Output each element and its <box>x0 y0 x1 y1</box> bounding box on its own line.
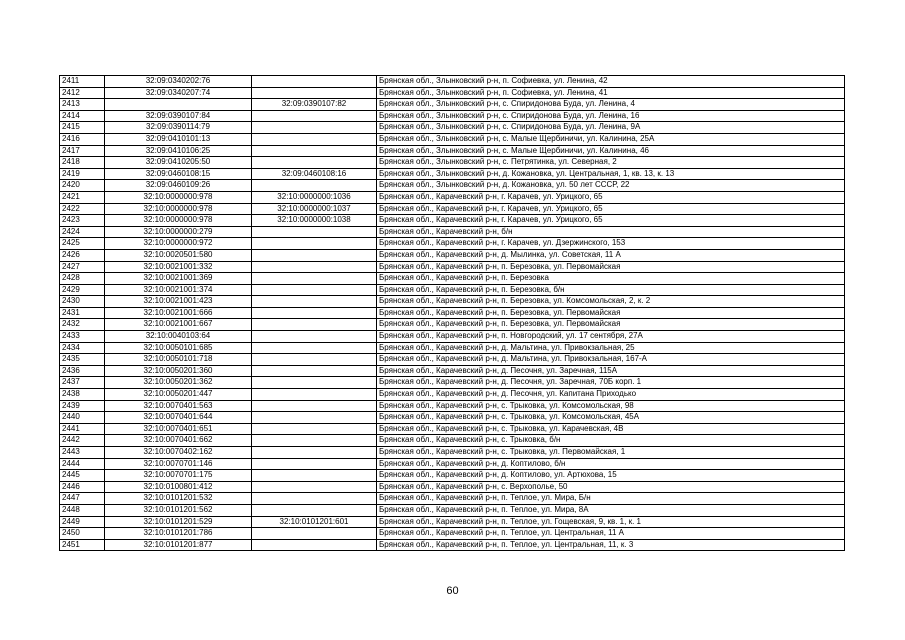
table-row <box>60 504 845 516</box>
address-cell: Брянская обл., Злынковский р-н, п. Софиевка, ул. Ленина, 41 <box>377 87 845 99</box>
linked-cadastral-number-cell: 32:09:0390107:82 <box>252 99 377 111</box>
linked-cadastral-number-cell <box>252 133 377 145</box>
row-number-cell: 2448 <box>60 504 105 516</box>
cadastral-number-cell: 32:10:0000000:978 <box>105 191 252 203</box>
table-row <box>60 87 845 99</box>
linked-cadastral-number-cell: 32:10:0000000:1036 <box>252 191 377 203</box>
cadastral-number-cell: 32:09:0390107:84 <box>105 110 252 122</box>
table-row <box>60 435 845 447</box>
row-number-cell: 2422 <box>60 203 105 215</box>
table-row <box>60 76 845 88</box>
address-cell: Брянская обл., Злынковский р-н, с. Спиридонова Буда, ул. Ленина, 4 <box>377 99 845 111</box>
row-number-cell: 2444 <box>60 458 105 470</box>
row-number-cell: 2411 <box>60 76 105 88</box>
linked-cadastral-number-cell <box>252 319 377 331</box>
linked-cadastral-number-cell <box>252 284 377 296</box>
table-row <box>60 470 845 482</box>
cadastral-number-cell: 32:10:0021001:374 <box>105 284 252 296</box>
cadastral-number-cell: 32:10:0101201:529 <box>105 516 252 528</box>
cadastral-number-cell: 32:09:0390114:79 <box>105 122 252 134</box>
cadastral-number-cell: 32:10:0070701:146 <box>105 458 252 470</box>
cadastral-number-cell: 32:10:0070401:662 <box>105 435 252 447</box>
linked-cadastral-number-cell <box>252 365 377 377</box>
cadastral-number-cell: 32:10:0021001:423 <box>105 296 252 308</box>
cadastral-number-cell: 32:10:0050201:360 <box>105 365 252 377</box>
address-cell: Брянская обл., Карачевский р-н, п. Березовка, ул. Первомайская <box>377 319 845 331</box>
table-row <box>60 400 845 412</box>
cadastral-number-cell: 32:10:0050101:685 <box>105 342 252 354</box>
address-cell: Брянская обл., Карачевский р-н, г. Карачев, ул. Урицкого, 65 <box>377 203 845 215</box>
table-row <box>60 342 845 354</box>
cadastral-number-cell: 32:10:0070401:563 <box>105 400 252 412</box>
address-cell: Брянская обл., Карачевский р-н, п. Теплое, ул. Центральная, 11 А <box>377 528 845 540</box>
table-row <box>60 168 845 180</box>
address-cell: Брянская обл., Карачевский р-н, с. Трыковка, ул. Комсомольская, 98 <box>377 400 845 412</box>
cadastral-number-cell <box>105 99 252 111</box>
table-row <box>60 215 845 227</box>
linked-cadastral-number-cell <box>252 261 377 273</box>
linked-cadastral-number-cell <box>252 528 377 540</box>
table-row <box>60 307 845 319</box>
row-number-cell: 2418 <box>60 157 105 169</box>
linked-cadastral-number-cell <box>252 76 377 88</box>
table-row <box>60 528 845 540</box>
table-row <box>60 296 845 308</box>
address-cell: Брянская обл., Карачевский р-н, г. Карачев, ул. Урицкого, 65 <box>377 215 845 227</box>
cadastral-number-cell: 32:09:0410106:25 <box>105 145 252 157</box>
row-number-cell: 2424 <box>60 226 105 238</box>
row-number-cell: 2440 <box>60 412 105 424</box>
row-number-cell: 2423 <box>60 215 105 227</box>
cadastral-number-cell: 32:10:0020501:580 <box>105 249 252 261</box>
row-number-cell: 2434 <box>60 342 105 354</box>
linked-cadastral-number-cell <box>252 296 377 308</box>
cadastral-number-cell: 32:10:0021001:667 <box>105 319 252 331</box>
row-number-cell: 2433 <box>60 331 105 343</box>
linked-cadastral-number-cell <box>252 180 377 192</box>
address-cell: Брянская обл., Карачевский р-н, с. Трыковка, ул. Первомайская, 1 <box>377 447 845 459</box>
address-cell: Брянская обл., Карачевский р-н, с. Верхополье, 50 <box>377 481 845 493</box>
cadastral-number-cell: 32:10:0021001:332 <box>105 261 252 273</box>
table-row <box>60 238 845 250</box>
row-number-cell: 2414 <box>60 110 105 122</box>
table-row <box>60 354 845 366</box>
cadastral-number-cell: 32:10:0050201:447 <box>105 389 252 401</box>
linked-cadastral-number-cell <box>252 354 377 366</box>
table-row <box>60 110 845 122</box>
row-number-cell: 2432 <box>60 319 105 331</box>
address-cell: Брянская обл., Карачевский р-н, с. Трыковка, ул. Карачевская, 4В <box>377 423 845 435</box>
address-cell: Брянская обл., Карачевский р-н, с. Трыковка, ул. Комсомольская, 45А <box>377 412 845 424</box>
table-row <box>60 99 845 111</box>
address-cell: Брянская обл., Карачевский р-н, г. Карачев, ул. Дзержинского, 153 <box>377 238 845 250</box>
cadastral-number-cell: 32:10:0070401:644 <box>105 412 252 424</box>
cadastral-number-cell: 32:10:0101201:877 <box>105 539 252 551</box>
cadastral-number-cell: 32:10:0100801:412 <box>105 481 252 493</box>
row-number-cell: 2417 <box>60 145 105 157</box>
table-row <box>60 365 845 377</box>
linked-cadastral-number-cell <box>252 157 377 169</box>
page-number: 60 <box>446 585 459 597</box>
cadastral-number-cell: 32:09:0460108:15 <box>105 168 252 180</box>
address-cell: Брянская обл., Карачевский р-н, д. Песочня, ул. Заречная, 115А <box>377 365 845 377</box>
row-number-cell: 2449 <box>60 516 105 528</box>
linked-cadastral-number-cell <box>252 447 377 459</box>
linked-cadastral-number-cell <box>252 331 377 343</box>
registry-table <box>59 75 845 551</box>
cadastral-number-cell: 32:10:0101201:562 <box>105 504 252 516</box>
address-cell: Брянская обл., Злынковский р-н, с. Петрятинка, ул. Северная, 2 <box>377 157 845 169</box>
table-row <box>60 481 845 493</box>
row-number-cell: 2431 <box>60 307 105 319</box>
row-number-cell: 2429 <box>60 284 105 296</box>
cadastral-number-cell: 32:09:0410205:50 <box>105 157 252 169</box>
row-number-cell: 2416 <box>60 133 105 145</box>
row-number-cell: 2420 <box>60 180 105 192</box>
row-number-cell: 2413 <box>60 99 105 111</box>
table-row <box>60 389 845 401</box>
address-cell: Брянская обл., Карачевский р-н, д. Коптилово, ул. Артюхова, 15 <box>377 470 845 482</box>
linked-cadastral-number-cell <box>252 539 377 551</box>
cadastral-number-cell: 32:10:0000000:972 <box>105 238 252 250</box>
table-row <box>60 133 845 145</box>
row-number-cell: 2441 <box>60 423 105 435</box>
row-number-cell: 2427 <box>60 261 105 273</box>
linked-cadastral-number-cell <box>252 110 377 122</box>
row-number-cell: 2428 <box>60 273 105 285</box>
linked-cadastral-number-cell <box>252 307 377 319</box>
table-row <box>60 516 845 528</box>
linked-cadastral-number-cell <box>252 87 377 99</box>
address-cell: Брянская обл., Злынковский р-н, с. Спиридонова Буда, ул. Ленина, 9А <box>377 122 845 134</box>
table-row <box>60 203 845 215</box>
address-cell: Брянская обл., Карачевский р-н, п. Березовка, ул. Первомайская <box>377 307 845 319</box>
linked-cadastral-number-cell <box>252 493 377 505</box>
table-row <box>60 319 845 331</box>
table-row <box>60 180 845 192</box>
row-number-cell: 2421 <box>60 191 105 203</box>
row-number-cell: 2430 <box>60 296 105 308</box>
address-cell: Брянская обл., Карачевский р-н, п. Новгородский, ул. 17 сентября, 27А <box>377 331 845 343</box>
linked-cadastral-number-cell: 32:10:0101201:601 <box>252 516 377 528</box>
address-cell: Брянская обл., Карачевский р-н, п. Теплое, ул. Мира, 8А <box>377 504 845 516</box>
address-cell: Брянская обл., Карачевский р-н, д. Мальтина, ул. Привокзальная, 25 <box>377 342 845 354</box>
cadastral-number-cell: 32:10:0070401:651 <box>105 423 252 435</box>
linked-cadastral-number-cell <box>252 423 377 435</box>
table-row <box>60 412 845 424</box>
cadastral-number-cell: 32:10:0070402:162 <box>105 447 252 459</box>
linked-cadastral-number-cell: 32:10:0000000:1038 <box>252 215 377 227</box>
cadastral-number-cell: 32:10:0000000:279 <box>105 226 252 238</box>
linked-cadastral-number-cell <box>252 435 377 447</box>
row-number-cell: 2439 <box>60 400 105 412</box>
cadastral-number-cell: 32:10:0021001:666 <box>105 307 252 319</box>
linked-cadastral-number-cell <box>252 470 377 482</box>
cadastral-number-cell: 32:10:0000000:978 <box>105 215 252 227</box>
address-cell: Брянская обл., Карачевский р-н, п. Березовка, ул. Первомайская <box>377 261 845 273</box>
linked-cadastral-number-cell <box>252 389 377 401</box>
address-cell: Брянская обл., Карачевский р-н, г. Карачев, ул. Урицкого, 65 <box>377 191 845 203</box>
row-number-cell: 2447 <box>60 493 105 505</box>
linked-cadastral-number-cell <box>252 145 377 157</box>
cadastral-number-cell: 32:10:0101201:532 <box>105 493 252 505</box>
address-cell: Брянская обл., Злынковский р-н, с. Малые Щербиничи, ул. Калинина, 46 <box>377 145 845 157</box>
table-row <box>60 145 845 157</box>
cadastral-number-cell: 32:09:0340202:76 <box>105 76 252 88</box>
address-cell: Брянская обл., Карачевский р-н, д. Мальтина, ул. Привокзальная, 167-А <box>377 354 845 366</box>
linked-cadastral-number-cell <box>252 481 377 493</box>
row-number-cell: 2451 <box>60 539 105 551</box>
linked-cadastral-number-cell <box>252 238 377 250</box>
cadastral-number-cell: 32:10:0101201:786 <box>105 528 252 540</box>
address-cell: Брянская обл., Злынковский р-н, д. Кожановка, ул. Центральная, 1, кв. 13, к. 13 <box>377 168 845 180</box>
linked-cadastral-number-cell <box>252 412 377 424</box>
address-cell: Брянская обл., Карачевский р-н, п. Березовка, ул. Комсомольская, 2, к. 2 <box>377 296 845 308</box>
cadastral-number-cell: 32:10:0050201:362 <box>105 377 252 389</box>
table-row <box>60 226 845 238</box>
address-cell: Брянская обл., Карачевский р-н, д. Песочня, ул. Заречная, 70Б корп. 1 <box>377 377 845 389</box>
row-number-cell: 2436 <box>60 365 105 377</box>
row-number-cell: 2443 <box>60 447 105 459</box>
table-row <box>60 249 845 261</box>
row-number-cell: 2445 <box>60 470 105 482</box>
table-row <box>60 284 845 296</box>
address-cell: Брянская обл., Карачевский р-н, д. Мылинка, ул. Советская, 11 А <box>377 249 845 261</box>
address-cell: Брянская обл., Карачевский р-н, п. Березовка <box>377 273 845 285</box>
linked-cadastral-number-cell <box>252 273 377 285</box>
address-cell: Брянская обл., Злынковский р-н, с. Спиридонова Буда, ул. Ленина, 16 <box>377 110 845 122</box>
address-cell: Брянская обл., Карачевский р-н, п. Березовка, б/н <box>377 284 845 296</box>
linked-cadastral-number-cell <box>252 226 377 238</box>
row-number-cell: 2450 <box>60 528 105 540</box>
address-cell: Брянская обл., Карачевский р-н, д. Песочня, ул. Капитана Приходько <box>377 389 845 401</box>
table-row <box>60 261 845 273</box>
table-row <box>60 331 845 343</box>
address-cell: Брянская обл., Злынковский р-н, с. Малые Щербиничи, ул. Калинина, 25А <box>377 133 845 145</box>
table-body <box>60 76 845 551</box>
table-row <box>60 273 845 285</box>
linked-cadastral-number-cell <box>252 122 377 134</box>
row-number-cell: 2442 <box>60 435 105 447</box>
address-cell: Брянская обл., Карачевский р-н, с. Трыковка, б/н <box>377 435 845 447</box>
row-number-cell: 2412 <box>60 87 105 99</box>
cadastral-number-cell: 32:09:0410101:13 <box>105 133 252 145</box>
table-row <box>60 122 845 134</box>
table-row <box>60 423 845 435</box>
cadastral-number-cell: 32:10:0050101:718 <box>105 354 252 366</box>
linked-cadastral-number-cell <box>252 342 377 354</box>
linked-cadastral-number-cell <box>252 377 377 389</box>
row-number-cell: 2425 <box>60 238 105 250</box>
address-cell: Брянская обл., Злынковский р-н, д. Кожановка, ул. 50 лет СССР, 22 <box>377 180 845 192</box>
address-cell: Брянская обл., Злынковский р-н, п. Софиевка, ул. Ленина, 42 <box>377 76 845 88</box>
linked-cadastral-number-cell <box>252 249 377 261</box>
linked-cadastral-number-cell <box>252 400 377 412</box>
cadastral-number-cell: 32:10:0000000:978 <box>105 203 252 215</box>
row-number-cell: 2446 <box>60 481 105 493</box>
linked-cadastral-number-cell <box>252 458 377 470</box>
address-cell: Брянская обл., Карачевский р-н, п. Теплое, ул. Гощевская, 9, кв. 1, к. 1 <box>377 516 845 528</box>
address-cell: Брянская обл., Карачевский р-н, б/н <box>377 226 845 238</box>
cadastral-number-cell: 32:09:0340207:74 <box>105 87 252 99</box>
cadastral-number-cell: 32:10:0070701:175 <box>105 470 252 482</box>
table-row <box>60 539 845 551</box>
table-row <box>60 377 845 389</box>
table-row <box>60 191 845 203</box>
table-row <box>60 157 845 169</box>
address-cell: Брянская обл., Карачевский р-н, п. Теплое, ул. Центральная, 11, к. 3 <box>377 539 845 551</box>
row-number-cell: 2435 <box>60 354 105 366</box>
linked-cadastral-number-cell: 32:09:0460108:16 <box>252 168 377 180</box>
cadastral-number-cell: 32:09:0460109:26 <box>105 180 252 192</box>
row-number-cell: 2426 <box>60 249 105 261</box>
linked-cadastral-number-cell: 32:10:0000000:1037 <box>252 203 377 215</box>
table-row <box>60 493 845 505</box>
linked-cadastral-number-cell <box>252 504 377 516</box>
address-cell: Брянская обл., Карачевский р-н, п. Теплое, ул. Мира, Б/н <box>377 493 845 505</box>
cadastral-number-cell: 32:10:0021001:369 <box>105 273 252 285</box>
cadastral-number-cell: 32:10:0040103:64 <box>105 331 252 343</box>
row-number-cell: 2415 <box>60 122 105 134</box>
table-row <box>60 447 845 459</box>
row-number-cell: 2438 <box>60 389 105 401</box>
table-row <box>60 458 845 470</box>
address-cell: Брянская обл., Карачевский р-н, д. Коптилово, б/н <box>377 458 845 470</box>
row-number-cell: 2437 <box>60 377 105 389</box>
row-number-cell: 2419 <box>60 168 105 180</box>
